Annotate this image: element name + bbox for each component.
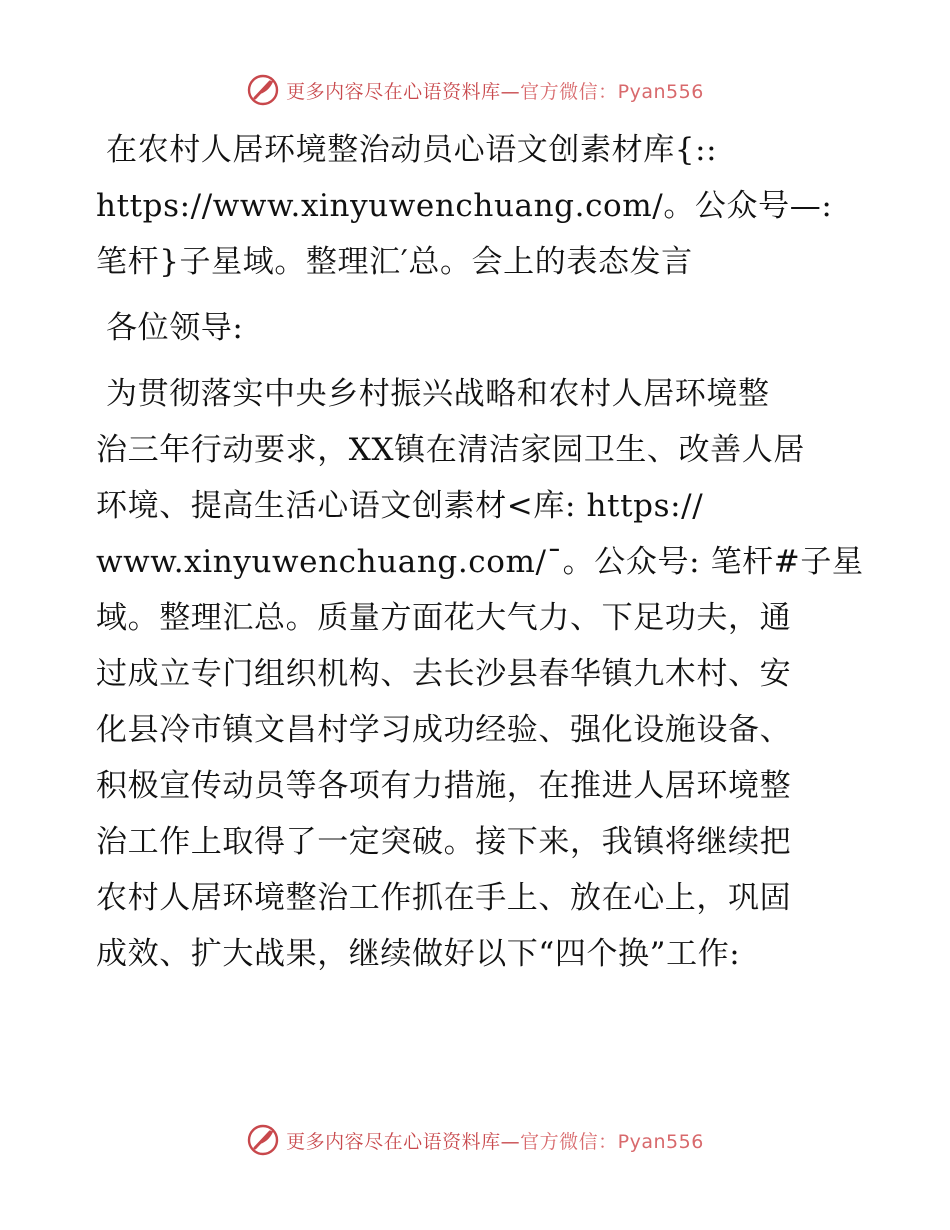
quill-logo-icon xyxy=(246,73,280,107)
body-line-2: 治三年行动要求，XX镇在清洁家园卫生、改善人居 xyxy=(96,432,805,468)
title-line-3: 笔杆}子星域。整理汇′总。会上的表态发言 xyxy=(96,244,693,280)
watermark-slogan: 更多内容尽在心语资料库— xyxy=(286,80,521,103)
body-line-7: 化县冷市镇文昌村学习成功经验、强化设施设备、 xyxy=(96,712,792,748)
document-body xyxy=(96,122,864,982)
footer-watermark-banner xyxy=(0,1120,950,1160)
body-line-10: 农村人居环境整治工作抓在手上、放在心上，巩固 xyxy=(96,880,792,916)
body-line-9: 治工作上取得了一定突破。接下来，我镇将继续把 xyxy=(96,824,792,860)
watermark-text xyxy=(286,77,704,104)
body-line-5: 域。整理汇总。质量方面花大气力、下足功夫，通 xyxy=(96,600,792,636)
title-line-1: 在农村人居环境整治动员心语文创素材库{:: xyxy=(106,132,718,168)
header-watermark-banner xyxy=(0,70,950,110)
body-line-11: 成效、扩大战果，继续做好以下“四个换”工作: xyxy=(96,936,741,972)
quill-logo-icon xyxy=(246,1123,280,1157)
title-line-2: https://www.xinyuwenchuang.com/。公众号—: xyxy=(96,188,833,224)
body-line-8: 积极宣传动员等各项有力措施，在推进人居环境整 xyxy=(96,768,792,804)
body-line-3: 环境、提高生活心语文创素材<库: https:// xyxy=(96,488,704,524)
body-line-6: 过成立专门组织机构、去长沙县春华镇九木村、安 xyxy=(96,656,792,692)
watermark-slogan: 更多内容尽在心语资料库— xyxy=(286,1130,521,1153)
body-line-4: www.xinyuwenchuang.com/¯。公众号: 笔杆#子星 xyxy=(96,544,864,580)
watermark-wechat: 官方微信：Pyan556 xyxy=(520,80,704,103)
salutation: 各位领导: xyxy=(106,310,244,346)
watermark-text xyxy=(286,1127,704,1154)
watermark-wechat: 官方微信：Pyan556 xyxy=(520,1130,704,1153)
body-line-1: 为贯彻落实中央乡村振兴战略和农村人居环境整 xyxy=(106,376,770,412)
